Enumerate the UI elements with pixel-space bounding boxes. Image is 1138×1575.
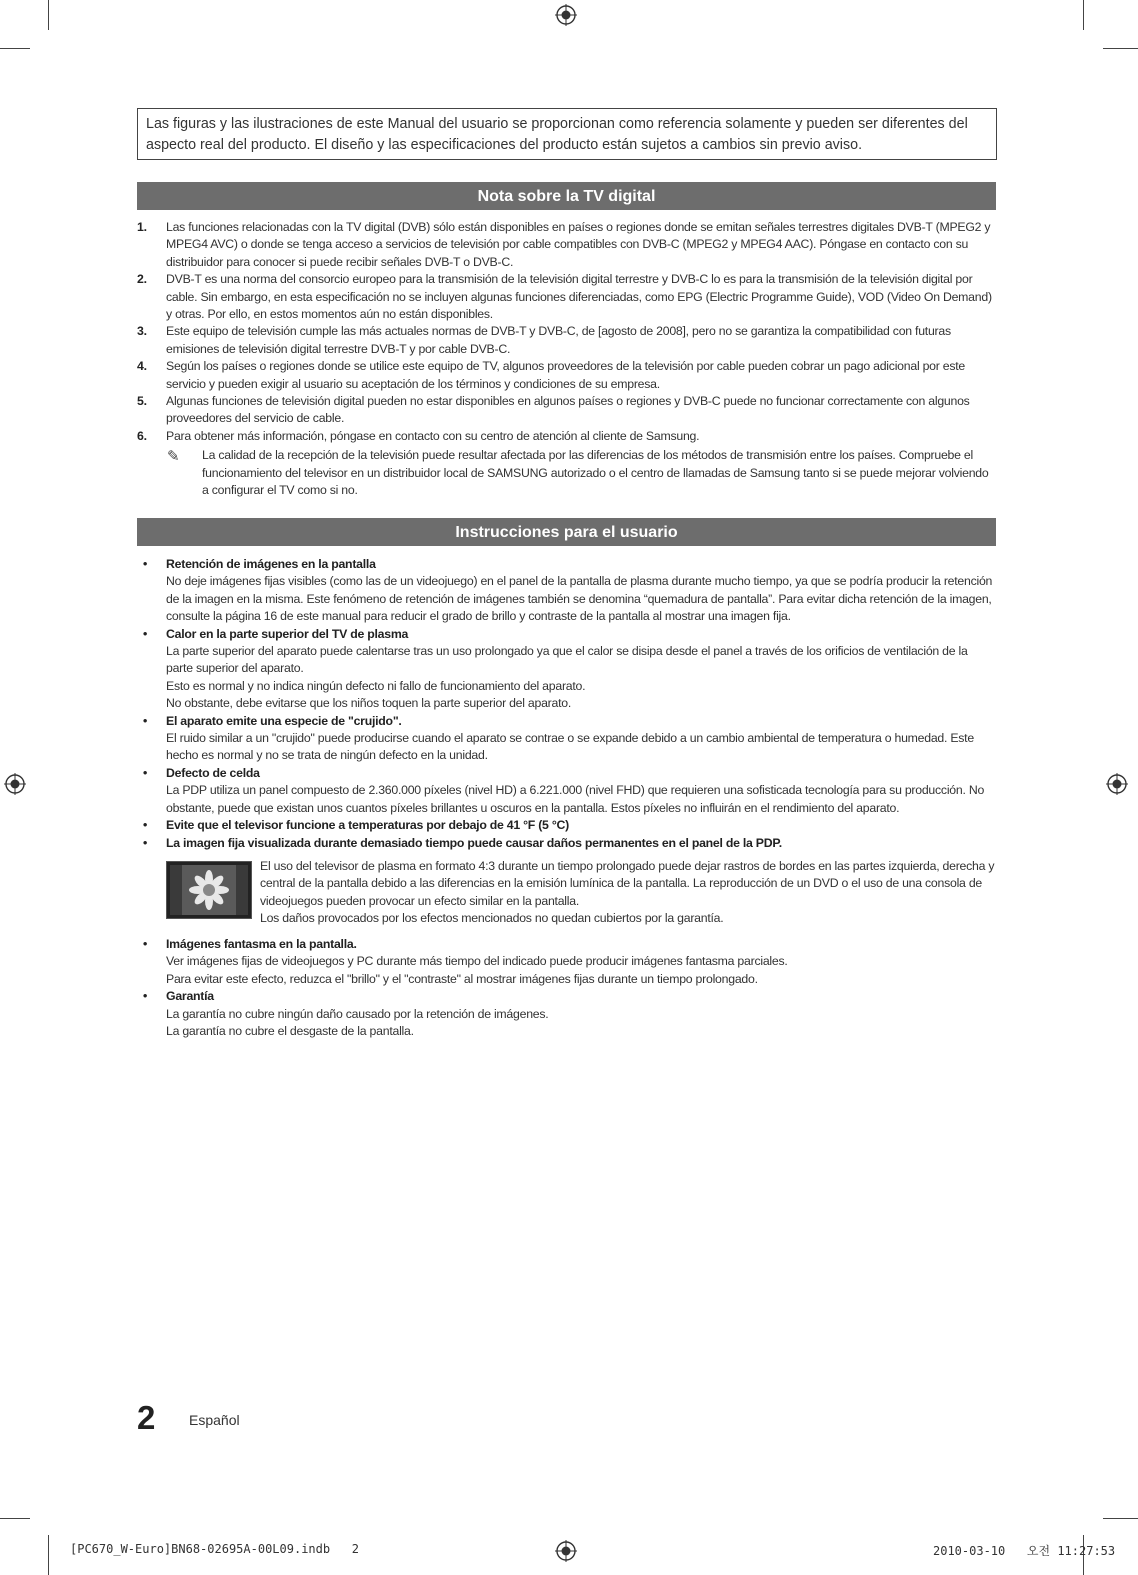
list-item: 2. DVB-T es una norma del consorcio europeo para la transmisión de la televisión digital terrestre y DVB-C lo es para la transmisión de la televisión digital por cable. Sin embargo, en esta especificación no se incluyen algunas funciones diferenciadas, como EPG (Electric Programme Guide), VOD (Video On Demand) y otras. Por ello, en estos momentos aún no están disponibles.: [137, 272, 992, 322]
pencil-note-icon: ✎: [167, 448, 180, 466]
list-item: • Retención de imágenes en la pantalla No deje imágenes fijas visibles (como las de un videojuego) en el panel de la pantalla de plasma durante mucho tiempo, ya que se podría producir la retención de la imagen en la misma. Este fenómeno de retención de imágenes también se denomina “quemadura de pantalla”. Para evitar dicha retención de la imagen, consulte la página 16 de este manual para reducir el grado de brillo y contraste de la pantalla al mostrar una imagen fija.: [143, 557, 993, 624]
registration-mark-icon: [555, 4, 577, 26]
crop-mark: [1103, 1518, 1138, 1519]
language-label: Español: [189, 1412, 240, 1428]
registration-mark-icon: [555, 1540, 577, 1562]
bullet-icon: •: [143, 557, 148, 571]
list-item: • Imágenes fantasma en la pantalla. Ver imágenes fijas de videojuegos y PC durante más tiempo del indicado puede producir imágenes fantasma parciales. Para evitar este efecto, reduzca el "brillo" y el "contraste" al mostrar imágenes fijas durante un tiempo prolongado.: [143, 936, 788, 986]
bullet-icon: •: [143, 835, 148, 850]
list-item: 6. Para obtener más información, póngase en contacto con su centro de atención al cliente de Samsung.: [137, 428, 700, 443]
crop-mark: [48, 0, 49, 30]
reception-note: ✎ La calidad de la recepción de la televisión puede resultar afectada por las diferencias de los métodos de transmisión entre los países. Compruebe el funcionamiento del televisor en un distribuidor local de SAMSUNG autorizado o el centro de llamadas de Samsung tanto si se puede mejorar volviendo a configurar el TV como si no.: [167, 448, 989, 498]
list-item: 3. Este equipo de televisión cumple las más actuales normas de DVB-T y DVB-C, de [agosto de 2008], pero no se garantiza la compatibilidad con futuras emisiones de televisión digital terrestre DVB-T y por cable DVB-C.: [137, 324, 951, 356]
section-header-user-instructions: Instrucciones para el usuario: [137, 518, 996, 546]
list-item: 4. Según los países o regiones donde se utilice este equipo de TV, algunos proveedores de la televisión por cable pueden cobrar un pago adicional por este servicio y pueden exigir al usuario su aceptación de los términos y condiciones de su empresa.: [137, 359, 966, 391]
digital-tv-notes-list: [137, 219, 996, 500]
list-item: • Evite que el televisor funcione a temperaturas por debajo de 41 °F (5 °C): [137, 817, 996, 834]
page-number: 2: [137, 1399, 156, 1436]
print-timestamp: 2010-03-10 오전 11:27:53: [933, 1544, 1116, 1558]
screen-burn-illustration-row: El uso del televisor de plasma en formato 4:3 durante un tiempo prolongado puede dejar rastros de bordes en las partes izquierda, derecha y central de la pantalla debido a las diferencias en la emisión lumínica de la pantalla. La reproducción de un DVD o el uso de una consola de videojuegos pueden provocar un efecto similar en la pantalla. Los daños provocados por los efectos mencionados no quedan cubiertos por la garantía.: [137, 858, 996, 928]
crop-mark: [1083, 0, 1084, 30]
user-instructions-list: [137, 556, 996, 1040]
section-header-digital-tv: Nota sobre la TV digital: [137, 182, 996, 210]
crop-mark: [1103, 48, 1138, 49]
list-item: 1. Las funciones relacionadas con la TV digital (DVB) sólo están disponibles en países o regiones donde se emitan señales terrestres digitales DVB-T (MPEG2 y MPEG4 AVC) o donde se tenga acceso a servicios de televisión por cable compatibles con DVB-C (MPEG2 y MPEG4 AAC). Póngase en contacto con su distribuidor para conocer si puede recibir señales DVB-T o DVB-C.: [137, 220, 991, 269]
list-item: • Calor en la parte superior del TV de plasma La parte superior del aparato puede calentarse tras un uso prolongado ya que el calor se disipa desde el panel a través de los orificios de ventilación de la parte superior del aparato. Esto es normal y no indica ningún defecto ni fallo de funcionamiento del aparato. No obstante, debe evitarse que los niños toquen la parte superior del aparato.: [143, 626, 968, 711]
bullet-icon: •: [143, 713, 148, 728]
crop-mark: [48, 1535, 49, 1575]
bullet-icon: •: [143, 936, 148, 951]
list-item: 5. Algunas funciones de televisión digital pueden no estar disponibles en algunos países o regiones y DVB-C puede no funcionar correctamente con algunos proveedores del servicio de cable.: [137, 394, 970, 426]
crop-mark: [0, 1518, 30, 1519]
flower-screen-image: [166, 861, 252, 919]
print-file-info: [PC670_W-Euro]BN68-02695A-00L09.indb 2: [70, 1542, 359, 1556]
list-item: • El aparato emite una especie de "crujido". El ruido similar a un "crujido" puede producirse cuando el aparato se contrae o se expande debido a un cambio ambiental de temperatura o humedad. Este hecho es normal y no se trata de ningún defecto en la unidad.: [143, 713, 974, 763]
bullet-icon: •: [143, 626, 148, 641]
bullet-icon: •: [143, 989, 148, 1004]
bullet-icon: •: [143, 765, 148, 780]
registration-mark-icon: [4, 773, 26, 795]
crop-mark: [0, 48, 30, 49]
list-item: • Defecto de celda La PDP utiliza un panel compuesto de 2.360.000 píxeles (nivel HD) a 6.221.000 (nivel FHD) que requieren una sofisticada tecnología para su producción. No obstante, puede que existan unos cuantos píxeles brillantes u oscuros en la pantalla. Estos píxeles no influirán en el rendimiento del aparato.: [143, 765, 985, 815]
flower-icon: [170, 865, 248, 915]
list-item: • Garantía La garantía no cubre ningún daño causado por la retención de imágenes. La garantía no cubre el desgaste de la pantalla.: [143, 989, 549, 1038]
bullet-icon: •: [143, 818, 148, 833]
disclaimer-box: Las figuras y las ilustraciones de este Manual del usuario se proporcionan como referencia solamente y pueden ser diferentes del aspecto real del producto. El diseño y las especificaciones del producto están sujetos a cambios sin previo aviso.: [137, 108, 997, 160]
registration-mark-icon: [1106, 773, 1128, 795]
list-item: • La imagen fija visualizada durante demasiado tiempo puede causar daños permanentes en el panel de la PDP.: [137, 835, 996, 852]
